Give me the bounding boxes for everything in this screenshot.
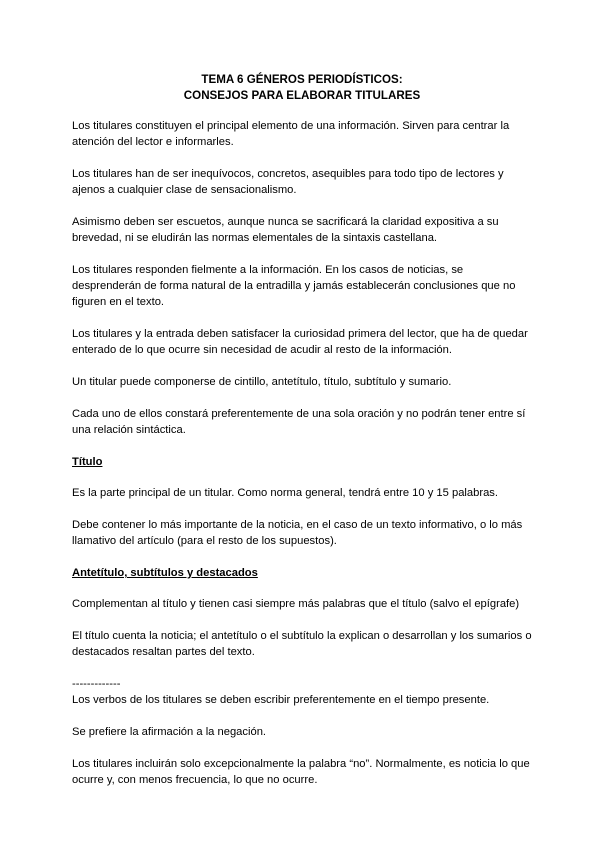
intro-paragraph: Asimismo deben ser escuetos, aunque nunca se sacrificará la claridad expositiva a su brevedad, ni se eludirán las normas elementales de la sintaxis castellana. [72,216,499,244]
titulo-paragraph: Es la parte principal de un titular. Como norma general, tendrá entre 10 y 15 palabras. [72,487,498,499]
antetitulo-paragraph: Complementan al título y tienen casi siempre más palabras que el título (salvo el epígrafe) [72,598,520,610]
closing-paragraph: Se prefiere la afirmación a la negación. [72,726,267,738]
closing-paragraph: Los titulares incluirán solo excepcionalmente la palabra “no”. Normalmente, es noticia lo que ocurre y, con menos frecuencia, lo que no ocurre. [72,758,530,786]
antetitulo-paragraph: El título cuenta la noticia; el antetítulo o el subtítulo la explican o desarrollan y los sumarios o destacados resaltan partes del texto. [72,630,532,658]
titulo-paragraph: Debe contener lo más importante de la noticia, en el caso de un texto informativo, o lo más llamativo del artículo (para el resto de los supuestos). [72,519,523,547]
intro-paragraph: Cada uno de ellos constará preferentemente de una sola oración y no podrán tener entre sí una relación sintáctica. [72,408,526,436]
separator-line: ------------- [72,678,121,690]
section-heading-antetitulo: Antetítulo, subtítulos y destacados [72,567,258,579]
document-page [72,72,532,804]
intro-paragraph: Los titulares y la entrada deben satisfacer la curiosidad primera del lector, que ha de quedar enterado de lo que ocurre sin necesidad de acudir al resto de la información. [72,328,528,356]
section-heading-titulo: Título [72,456,103,468]
document-title [72,72,532,104]
title-line-1: TEMA 6 GÉNEROS PERIODÍSTICOS: [201,73,403,86]
title-line-2: CONSEJOS PARA ELABORAR TITULARES [183,89,421,102]
intro-paragraph: Los titulares responden fielmente a la información. En los casos de noticias, se desprenderán de forma natural de la entradilla y jamás establecerán conclusiones que no figuren en el texto. [72,264,516,308]
intro-paragraph: Los titulares constituyen el principal elemento de una información. Sirven para centrar la atención del lector e informarles. [72,120,510,148]
intro-paragraph: Un titular puede componerse de cintillo, antetítulo, título, subtítulo y sumario. [72,376,452,388]
closing-paragraph: Los verbos de los titulares se deben escribir preferentemente en el tiempo presente. [72,694,490,706]
intro-paragraph: Los titulares han de ser inequívocos, concretos, asequibles para todo tipo de lectores y ajenos a cualquier clase de sensacionalismo. [72,168,504,196]
